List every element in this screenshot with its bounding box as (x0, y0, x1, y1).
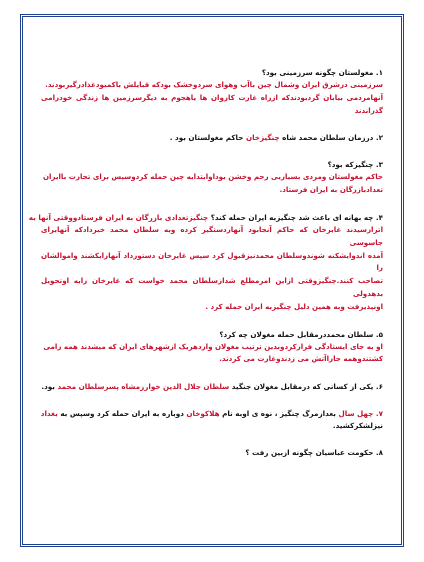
answer-3-line-1: حاکم مغولستان ومردی بسیاربی رحم وخشن بوداوابتدابه چین حمله کردوسپس برای تجارت باایران (42, 172, 383, 182)
question-5: ۵. سلطان محمددرمقابل حمله مغولان چه کرد؟ (219, 329, 383, 339)
item-2 (41, 132, 383, 144)
answer-5 (41, 341, 383, 367)
question-3: ۳. چنگیزکه بود؟ (327, 160, 383, 170)
answer-4 (41, 224, 383, 314)
answer-3-line-2: تعدادبازرگان به ایران فرستاد. (279, 185, 383, 195)
statement-7 (41, 408, 383, 420)
item-4 (28, 212, 383, 314)
statement-7-part-2: بعدازمرگ چنگیز ، نوه ی اوبه نام (222, 409, 336, 419)
item-5 (41, 329, 383, 367)
statement-7-line-2: نیزلشکرکشید. (332, 421, 383, 431)
answer-4-line-3: تصاحب کنند.چنگیزوقتی ازاین امرمطلع شدازسلطان محمد خواست که غایرخان رابه اوتحویل بدهدولی (41, 276, 383, 298)
statement-6-before: ۶. یکی از کسانی که درمقابل مغولان جنگید (231, 382, 383, 392)
question-1: ۱. مغولستان چگونه سرزمینی بود؟ (261, 68, 383, 77)
item-3 (41, 159, 383, 197)
answer-4-inline: چنگیزتعدادی بازرگان به ایران فرستادووقتی آنها به (28, 212, 209, 222)
answer-4-line-4: اونپذیرفت وبه همین دلیل چنگیزبه ایران حمله کرد . (205, 301, 383, 311)
item-8 (41, 447, 383, 459)
statement-2 (41, 132, 383, 144)
statement-2-before: ۲. درزمان سلطان محمد شاه (282, 133, 383, 143)
statement-7-part-1: ۷. چهل سال (338, 409, 383, 419)
statement-7-part-4: دوباره به ایران حمله کرد وسپس به (60, 409, 184, 419)
question-8: ۸. حکومت عباسیان چگونه ازبین رفت ؟ (245, 448, 383, 458)
answer-5-line-2: کشتندوهمه جاراآتش می زدندوغارت می کردند. (219, 354, 383, 364)
statement-6-answer: سلطان جلال الدین خوارزمشاه پسرسلطان محمد (57, 382, 230, 392)
statement-7-part-3: هلاکوخان (186, 409, 220, 419)
answer-5-line-1: او به جای ایستادگی فرارکردوبدین ترتیب مغولان واردهریک ازشهرهای ایران که میشدند همه رامی (43, 341, 383, 351)
statement-6 (41, 381, 383, 393)
answer-4-line-1: اترارسیدند غایرخان که حاکم آنجابود آنهاردستگیر کرده وبه سلطان محمد خبردادکه آنهابرای جاسوسی (41, 224, 383, 247)
answer-1 (41, 79, 383, 117)
item-6 (41, 381, 383, 393)
item-1 (41, 67, 383, 117)
statement-6-after: بود. (41, 382, 55, 392)
answer-3 (41, 171, 383, 197)
answer-1-line-1: سرزمینی درشرق ایران وشمال چین باآب وهوای سردوخشک بودکه قبایلش باکمبودغذادرگیربودند. (45, 80, 383, 89)
item-7 (41, 408, 383, 432)
worksheet-page (20, 14, 404, 547)
statement-7-part-5: بغداد (40, 409, 58, 419)
question-4-text: ۴. چه بهانه ای باعث شد چنگیزبه ایران حمله کند؟ (210, 212, 383, 222)
worksheet-content (28, 67, 383, 474)
answer-1-line-2: آنهامردمی بیابان گردبودندکه ازراه غارت کاروان ها یاهجوم به دیگرسرزمین ها زندگی خودرامی گذراندند (41, 92, 383, 115)
statement-2-answer: چنگیزخان (245, 133, 280, 143)
answer-4-line-2: آمده اندوایشکنه شوندوسلطان محمدنیزقبول کرد سپس غایرخان دستورداد آنهارابکشند واموالشان را (41, 250, 383, 273)
question-4 (28, 212, 383, 224)
statement-2-after: حاکم مغولستان بود . (169, 133, 244, 143)
